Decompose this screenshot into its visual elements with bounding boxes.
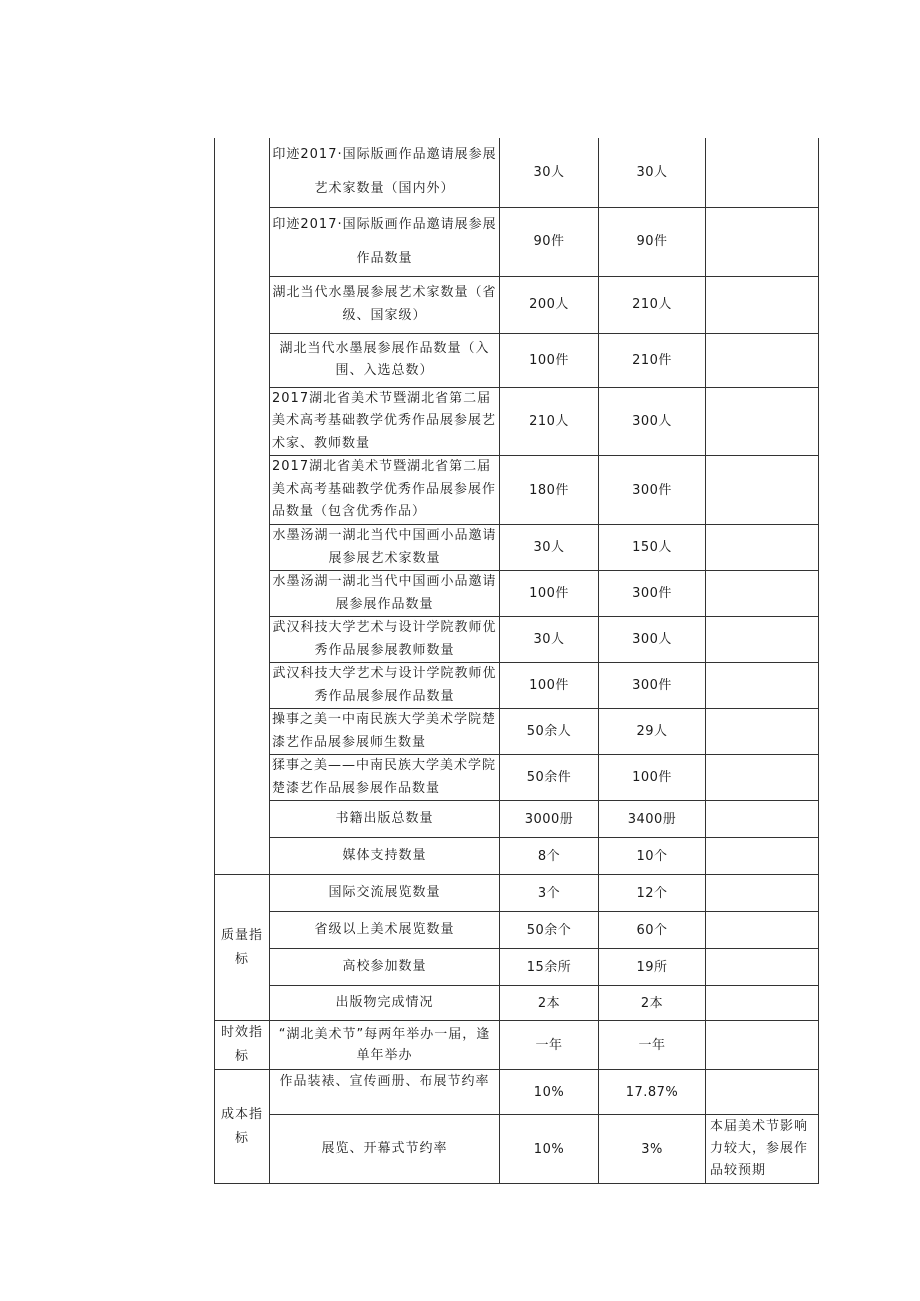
actual-value-cell: 30人 [599,138,706,207]
table-row [215,1115,819,1184]
indicator-cell: 湖北当代水墨展参展艺术家数量（省级、国家级） [270,276,500,333]
note-cell [706,387,819,456]
target-value-cell: 100件 [500,333,599,387]
indicator-cell: 水墨汤湖一湖北当代中国画小品邀请展参展艺术家数量 [270,525,500,571]
category-cell-continued [215,138,270,875]
target-value-cell: 50余人 [500,709,599,755]
note-cell [706,801,819,838]
note-cell: 本届美术节影响力较大，参展作品较预期 [706,1115,819,1184]
actual-value-cell: 100件 [599,755,706,801]
actual-value-cell: 150人 [599,525,706,571]
actual-value-cell: 19所 [599,949,706,986]
target-value-cell: 10% [500,1070,599,1115]
indicator-cell: 印迹2017·国际版画作品邀请展参展作品数量 [270,207,500,276]
target-value-cell: 90件 [500,207,599,276]
indicator-cell: 2017湖北省美术节暨湖北省第二届美术高考基础教学优秀作品展参展艺术家、教师数量 [270,387,500,456]
indicator-cell: 出版物完成情况 [270,986,500,1021]
category-cell-cost: 成本指标 [215,1070,270,1184]
actual-value-cell: 3400册 [599,801,706,838]
table-row [215,387,819,456]
table-row [215,333,819,387]
table-row [215,571,819,617]
actual-value-cell: 一年 [599,1021,706,1070]
table-row [215,709,819,755]
indicator-cell: 湖北当代水墨展参展作品数量（入围、入选总数） [270,333,500,387]
table-row [215,838,819,875]
actual-value-cell: 12个 [599,875,706,912]
target-value-cell: 8个 [500,838,599,875]
table-row [215,525,819,571]
table-row [215,755,819,801]
table-row [215,138,819,207]
actual-value-cell: 300人 [599,617,706,663]
actual-value-cell: 300人 [599,387,706,456]
indicator-cell: 展览、开幕式节约率 [270,1115,500,1184]
indicator-cell: 作品装裱、宣传画册、布展节约率 [270,1070,500,1115]
indicator-cell: “湖北美术节”每两年举办一届，逢单年举办 [270,1021,500,1070]
note-cell [706,1070,819,1115]
indicator-cell: 媒体支持数量 [270,838,500,875]
indicator-cell: 国际交流展览数量 [270,875,500,912]
target-value-cell: 100件 [500,663,599,709]
actual-value-cell: 2本 [599,986,706,1021]
note-cell [706,709,819,755]
actual-value-cell: 60个 [599,912,706,949]
indicator-cell: 操事之美一中南民族大学美术学院楚漆艺作品展参展师生数量 [270,709,500,755]
table-row [215,1070,819,1115]
target-value-cell: 50余个 [500,912,599,949]
actual-value-cell: 210件 [599,333,706,387]
note-cell [706,949,819,986]
note-cell [706,986,819,1021]
note-cell [706,138,819,207]
indicator-cell: 书籍出版总数量 [270,801,500,838]
category-cell-timeliness: 时效指标 [215,1021,270,1070]
table-row [215,617,819,663]
actual-value-cell: 300件 [599,456,706,525]
actual-value-cell: 300件 [599,663,706,709]
table-row [215,986,819,1021]
target-value-cell: 200人 [500,276,599,333]
table-row [215,276,819,333]
indicator-cell: 猱事之美——中南民族大学美术学院楚漆艺作品展参展作品数量 [270,755,500,801]
table-row [215,801,819,838]
target-value-cell: 30人 [500,138,599,207]
note-cell [706,838,819,875]
actual-value-cell: 3% [599,1115,706,1184]
target-value-cell: 100件 [500,571,599,617]
table-row [215,912,819,949]
target-value-cell: 180件 [500,456,599,525]
note-cell [706,663,819,709]
note-cell [706,617,819,663]
target-value-cell: 50余件 [500,755,599,801]
table-row [215,949,819,986]
table-row [215,663,819,709]
performance-indicator-table [214,138,819,1184]
target-value-cell: 210人 [500,387,599,456]
table-row [215,207,819,276]
note-cell [706,1021,819,1070]
actual-value-cell: 10个 [599,838,706,875]
target-value-cell: 一年 [500,1021,599,1070]
note-cell [706,755,819,801]
table-row [215,456,819,525]
note-cell [706,333,819,387]
note-cell [706,525,819,571]
actual-value-cell: 90件 [599,207,706,276]
target-value-cell: 15余所 [500,949,599,986]
note-cell [706,912,819,949]
note-cell [706,875,819,912]
target-value-cell: 2本 [500,986,599,1021]
target-value-cell: 30人 [500,617,599,663]
actual-value-cell: 17.87% [599,1070,706,1115]
target-value-cell: 3000册 [500,801,599,838]
indicator-cell: 武汉科技大学艺术与设计学院教师优秀作品展参展教师数量 [270,617,500,663]
note-cell [706,571,819,617]
indicator-cell: 省级以上美术展览数量 [270,912,500,949]
indicator-cell: 印迹2017·国际版画作品邀请展参展艺术家数量（国内外） [270,138,500,207]
actual-value-cell: 300件 [599,571,706,617]
indicator-cell: 武汉科技大学艺术与设计学院教师优秀作品展参展作品数量 [270,663,500,709]
actual-value-cell: 29人 [599,709,706,755]
note-cell [706,276,819,333]
target-value-cell: 3个 [500,875,599,912]
target-value-cell: 10% [500,1115,599,1184]
note-cell [706,456,819,525]
table-row [215,1021,819,1070]
indicator-cell: 高校参加数量 [270,949,500,986]
note-cell [706,207,819,276]
indicator-cell: 2017湖北省美术节暨湖北省第二届美术高考基础教学优秀作品展参展作品数量（包含优秀作品） [270,456,500,525]
target-value-cell: 30人 [500,525,599,571]
indicator-cell: 水墨汤湖一湖北当代中国画小品邀请展参展作品数量 [270,571,500,617]
category-cell-quality: 质量指标 [215,875,270,1021]
actual-value-cell: 210人 [599,276,706,333]
table-row [215,875,819,912]
